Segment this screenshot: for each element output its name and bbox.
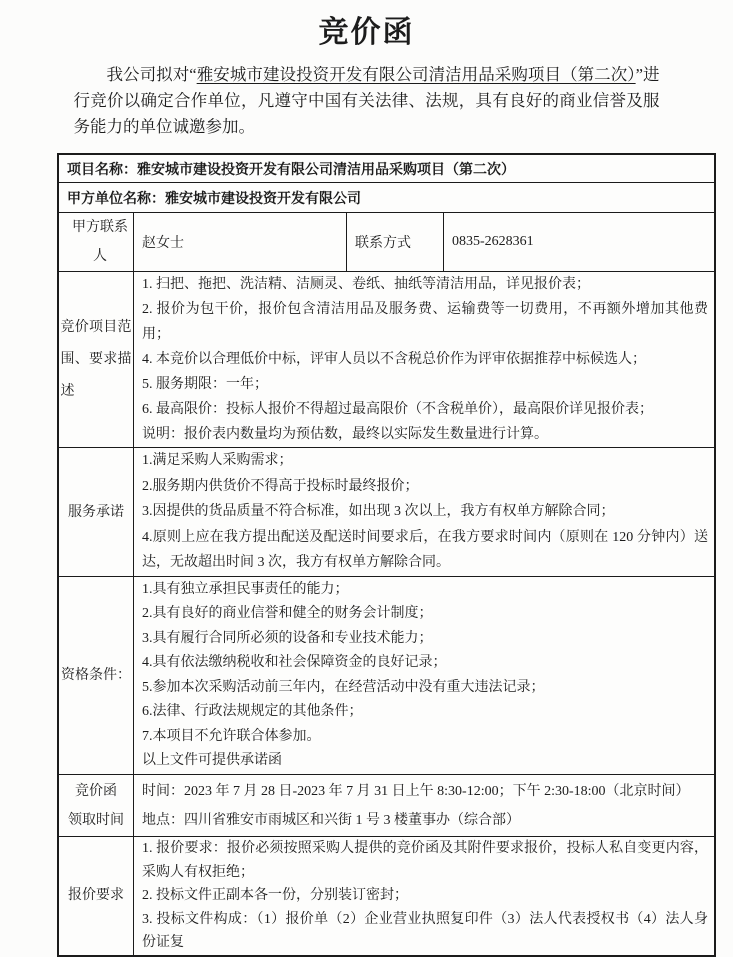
service-label (59, 448, 134, 576)
quote-item: 1. 报价要求：报价必须按照采购人提供的竞价函及其附件要求报价，投标人私自变更内容，采购人有权拒绝； (142, 841, 708, 880)
qualification-label-text: 资格条件： (61, 668, 131, 683)
row-party-a (59, 182, 714, 212)
party-a-cell (59, 183, 714, 212)
quote-label-text: 报价要求 (68, 888, 124, 904)
intro-suffix: ”进行竞价以确定合作单位，凡遵守中国有关法律、法规，具有良好的商业信誉及服务能力的单位诚邀参加。 (73, 65, 660, 136)
scope-item: 2. 报价为包干价，报价包含清洁用品及服务费、运输费等一切费用，不再额外增加其他费用； (142, 302, 708, 342)
service-item: 4.原则上应在我方提出配送及配送时间要求后，在我方要求时间内（原则在 120 分钟内）送达，无故超出时间 3 次，我方有权单方解除合同。 (142, 529, 708, 571)
row-scope (59, 271, 714, 447)
quote-item: 3. 投标文件构成：（1）报价单（2）企业营业执照复印件（3）法人代表授权书（4）法人身份证复 (142, 911, 708, 950)
project-name-value: 雅安城市建设投资开发有限公司清洁用品采购项目（第二次） (137, 162, 515, 178)
intro-project-name: 雅安城市建设投资开发有限公司清洁用品采购项目（第二次） (196, 65, 636, 84)
contact-label-text: 甲方联系人 (72, 220, 128, 264)
qualification-item: 1.具有独立承担民事责任的能力； (142, 581, 349, 597)
qualification-item: 3.具有履行合同所必须的设备和专业技术能力； (142, 630, 433, 646)
scope-item: 6. 最高限价：投标人报价不得超过最高限价（不含税单价），最高限价详见报价表； (142, 402, 653, 417)
row-quote-requirements (59, 836, 714, 955)
row-project-name (59, 155, 714, 182)
scope-item: 5. 服务期限：一年； (142, 377, 268, 392)
pickup-content (134, 775, 714, 836)
quote-item: 2. 投标文件正副本各一份，分别装订密封； (142, 888, 408, 903)
scope-label (59, 272, 134, 447)
document-title: 竞价函 (318, 16, 415, 49)
service-label-text: 服务承诺 (68, 504, 124, 520)
pickup-label (59, 775, 134, 836)
service-item: 2.服务期内供货价不得高于投标时最终报价； (142, 478, 419, 494)
scope-note: 说明：报价表内数量均为预估数，最终以实际发生数量进行计算。 (142, 427, 548, 442)
contact-phone: 0835-2628361 (452, 234, 534, 249)
qualification-item: 2.具有良好的商业信誉和健全的财务会计制度； (142, 606, 433, 621)
row-service-commitment (59, 447, 714, 576)
qualification-item: 5.参加本次采购活动前三年内，在经营活动中没有重大违法记录； (142, 679, 545, 695)
qualification-label (59, 577, 134, 774)
pickup-label-line1: 竞价函 (75, 783, 117, 799)
project-name-label: 项目名称： (67, 162, 137, 178)
qualification-item: 4.具有依法缴纳税收和社会保障资金的良好记录； (142, 655, 447, 670)
contact-name: 赵女士 (134, 213, 347, 271)
row-qualification (59, 576, 714, 774)
bidding-table (57, 153, 716, 957)
row-pickup-time (59, 774, 714, 836)
scope-item: 1. 扫把、拖把、洗洁精、洁厕灵、卷纸、抽纸等清洁用品，详见报价表； (142, 277, 590, 292)
intro-paragraph (74, 62, 660, 140)
service-item: 3.因提供的货品质量不符合标准，如出现 3 次以上，我方有权单方解除合同； (142, 504, 615, 520)
qualification-note: 以上文件可提供承诺函 (142, 753, 282, 768)
scope-label-text: 竞价项目范围、要求描述 (60, 319, 132, 399)
qualification-content (134, 577, 714, 774)
scope-content (134, 272, 714, 447)
pickup-time: 时间：2023 年 7 月 28 日-2023 年 7 月 31 日上午 8:30-12:00；下午 2:30-18:00（北京时间） (142, 783, 690, 799)
party-a-value: 雅安城市建设投资开发有限公司 (165, 191, 361, 207)
pickup-label-line2: 领取时间 (68, 812, 124, 828)
row-contact (59, 212, 714, 271)
service-content (134, 448, 714, 576)
qualification-item: 6.法律、行政法规规定的其他条件； (142, 704, 363, 719)
pickup-place: 地点：四川省雅安市雨城区和兴街 1 号 3 楼董事办（综合部） (142, 812, 520, 828)
party-a-label: 甲方单位名称： (67, 191, 165, 207)
quote-content (134, 837, 714, 955)
contact-method-label: 联系方式 (347, 213, 444, 271)
project-name-cell (59, 155, 714, 182)
scope-item: 4. 本竞价以合理低价中标，评审人员以不含税总价作为评审依据推荐中标候选人； (142, 352, 646, 367)
qualification-item: 7.本项目不允许联合体参加。 (142, 728, 321, 744)
contact-label (59, 213, 134, 271)
intro-prefix: 我公司拟对“ (106, 65, 197, 84)
service-item: 1.满足采购人采购需求； (142, 453, 293, 469)
document-page (0, 7, 733, 950)
quote-label (59, 837, 134, 955)
